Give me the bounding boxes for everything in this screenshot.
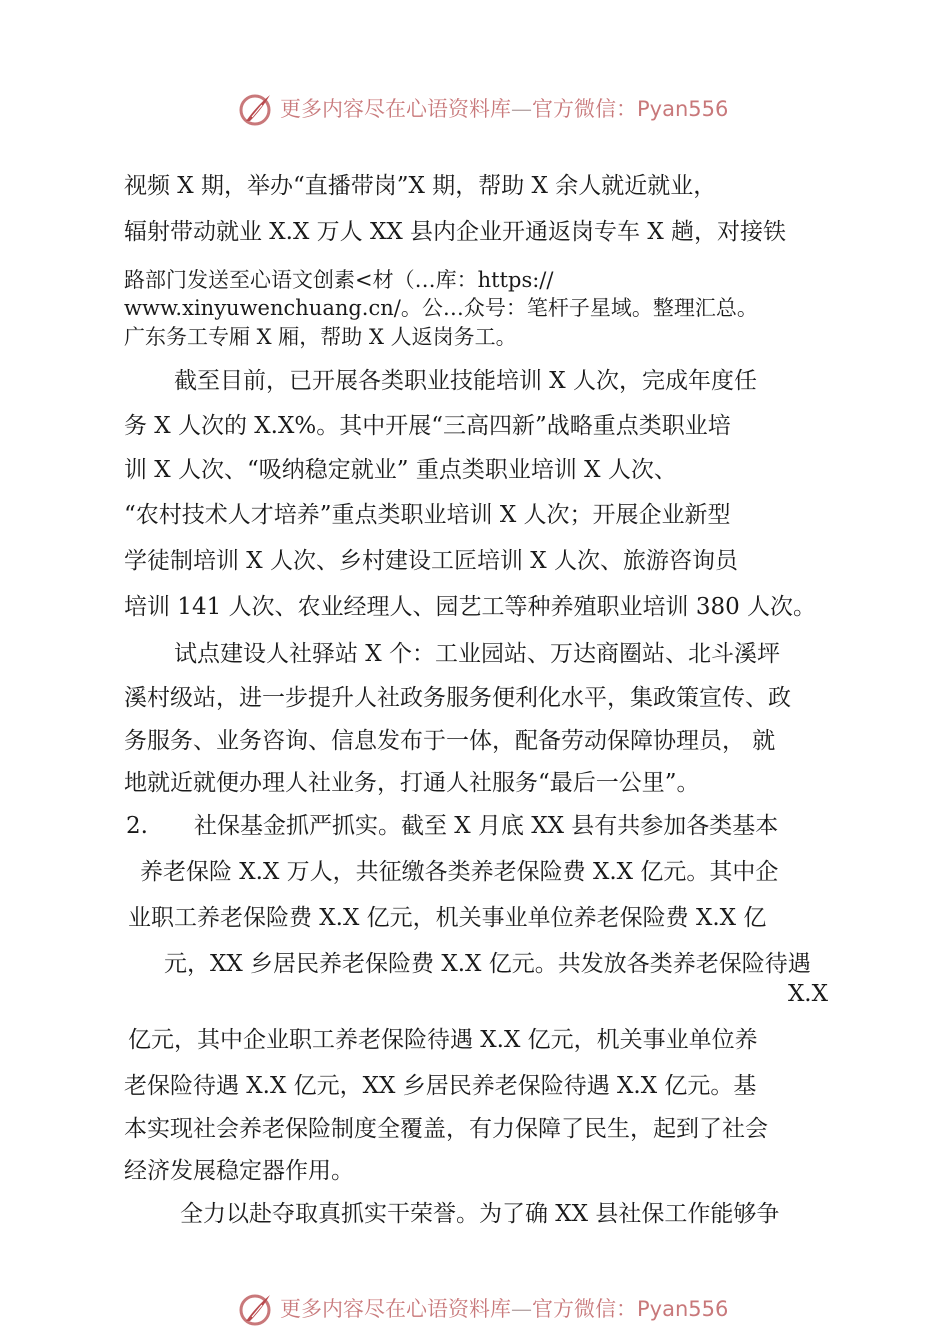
body-line: 业职工养老保险费 X.X 亿元，机关事业单位养老保险费 X.X 亿: [128, 905, 767, 931]
body-line: 元，XX 乡居民养老保险费 X.X 亿元。共发放各类养老保险待遇: [164, 951, 811, 977]
body-line: “农村技术人才培养”重点类职业培训 X 人次；开展企业新型: [124, 502, 731, 528]
body-line: 地就近就便办理人社业务，打通人社服务“最后一公里”。: [124, 770, 700, 796]
header-banner-wechat-id: Pyan556: [637, 97, 729, 121]
footer-banner-main: 更多内容尽在心语资料库: [280, 1297, 511, 1321]
body-line: 老保险待遇 X.X 亿元，XX 乡居民养老保险待遇 X.X 亿元。基: [124, 1073, 757, 1099]
body-line: 2. 社保基金抓严抓实。截至 X 月底 XX 县有共参加各类基本: [126, 813, 779, 839]
body-line: 务服务、业务咨询、信息发布于一体，配备劳动保障协理员， 就: [124, 728, 776, 754]
body-line: 训 X 人次、“吸纳稳定就业” 重点类职业培训 X 人次、: [124, 457, 677, 483]
body-line: 辐射带动就业 X.X 万人 XX 县内企业开通返岗专车 X 趟，对接铁: [124, 219, 787, 245]
body-line: 截至目前，已开展各类职业技能培训 X 人次，完成年度任: [174, 368, 757, 394]
body-line: 全力以赴夺取真抓实干荣誉。为了确 XX 县社保工作能够争: [180, 1201, 780, 1227]
body-line: www.xinyuwenchuang.cn/。公…众号：笔杆子星域。整理汇总。: [124, 296, 758, 320]
footer-banner: [0, 1288, 950, 1332]
body-line: 亿元，其中企业职工养老保险待遇 X.X 亿元，机关事业单位养: [128, 1027, 758, 1053]
header-banner-separator: —: [511, 97, 532, 121]
body-line: 务 X 人次的 X.X%。其中开展“三高四新”战略重点类职业培: [124, 413, 731, 439]
body-line: 溪村级站，进一步提升人社政务服务便利化水平，集政策宣传、政: [124, 685, 791, 711]
body-line: X.X: [787, 981, 828, 1007]
header-banner: [0, 88, 950, 132]
header-banner-text: [280, 95, 728, 123]
body-line: 试点建设人社驿站 X 个：工业园站、万达商圈站、北斗溪坪: [174, 641, 780, 667]
body-line: 本实现社会养老保险制度全覆盖，有力保障了民生，起到了社会: [124, 1116, 768, 1142]
footer-banner-separator: —: [511, 1297, 532, 1321]
footer-banner-wechat-id: Pyan556: [637, 1297, 729, 1321]
header-banner-wechat-label: 官方微信：: [532, 97, 637, 121]
body-line: 广东务工专厢 X 厢，帮助 X 人返岗务工。: [124, 325, 517, 349]
body-line: 路部门发送至心语文创素<材（…库：https://: [124, 268, 554, 292]
body-line: 视频 X 期，举办“直播带岗”X 期，帮助 X 余人就近就业，: [124, 173, 717, 199]
body-line: 养老保险 X.X 万人，共征缴各类养老保险费 X.X 亿元。其中企: [140, 859, 779, 885]
body-line: 培训 141 人次、农业经理人、园艺工等种养殖职业培训 380 人次。: [124, 594, 817, 620]
quill-logo-icon: [238, 1291, 274, 1327]
body-line: 学徒制培训 X 人次、乡村建设工匠培训 X 人次、旅游咨询员: [124, 548, 738, 574]
quill-logo-icon: [238, 91, 274, 127]
header-banner-main: 更多内容尽在心语资料库: [280, 97, 511, 121]
footer-banner-text: [280, 1295, 728, 1323]
body-line: 经济发展稳定器作用。: [124, 1158, 354, 1184]
footer-banner-wechat-label: 官方微信：: [532, 1297, 637, 1321]
